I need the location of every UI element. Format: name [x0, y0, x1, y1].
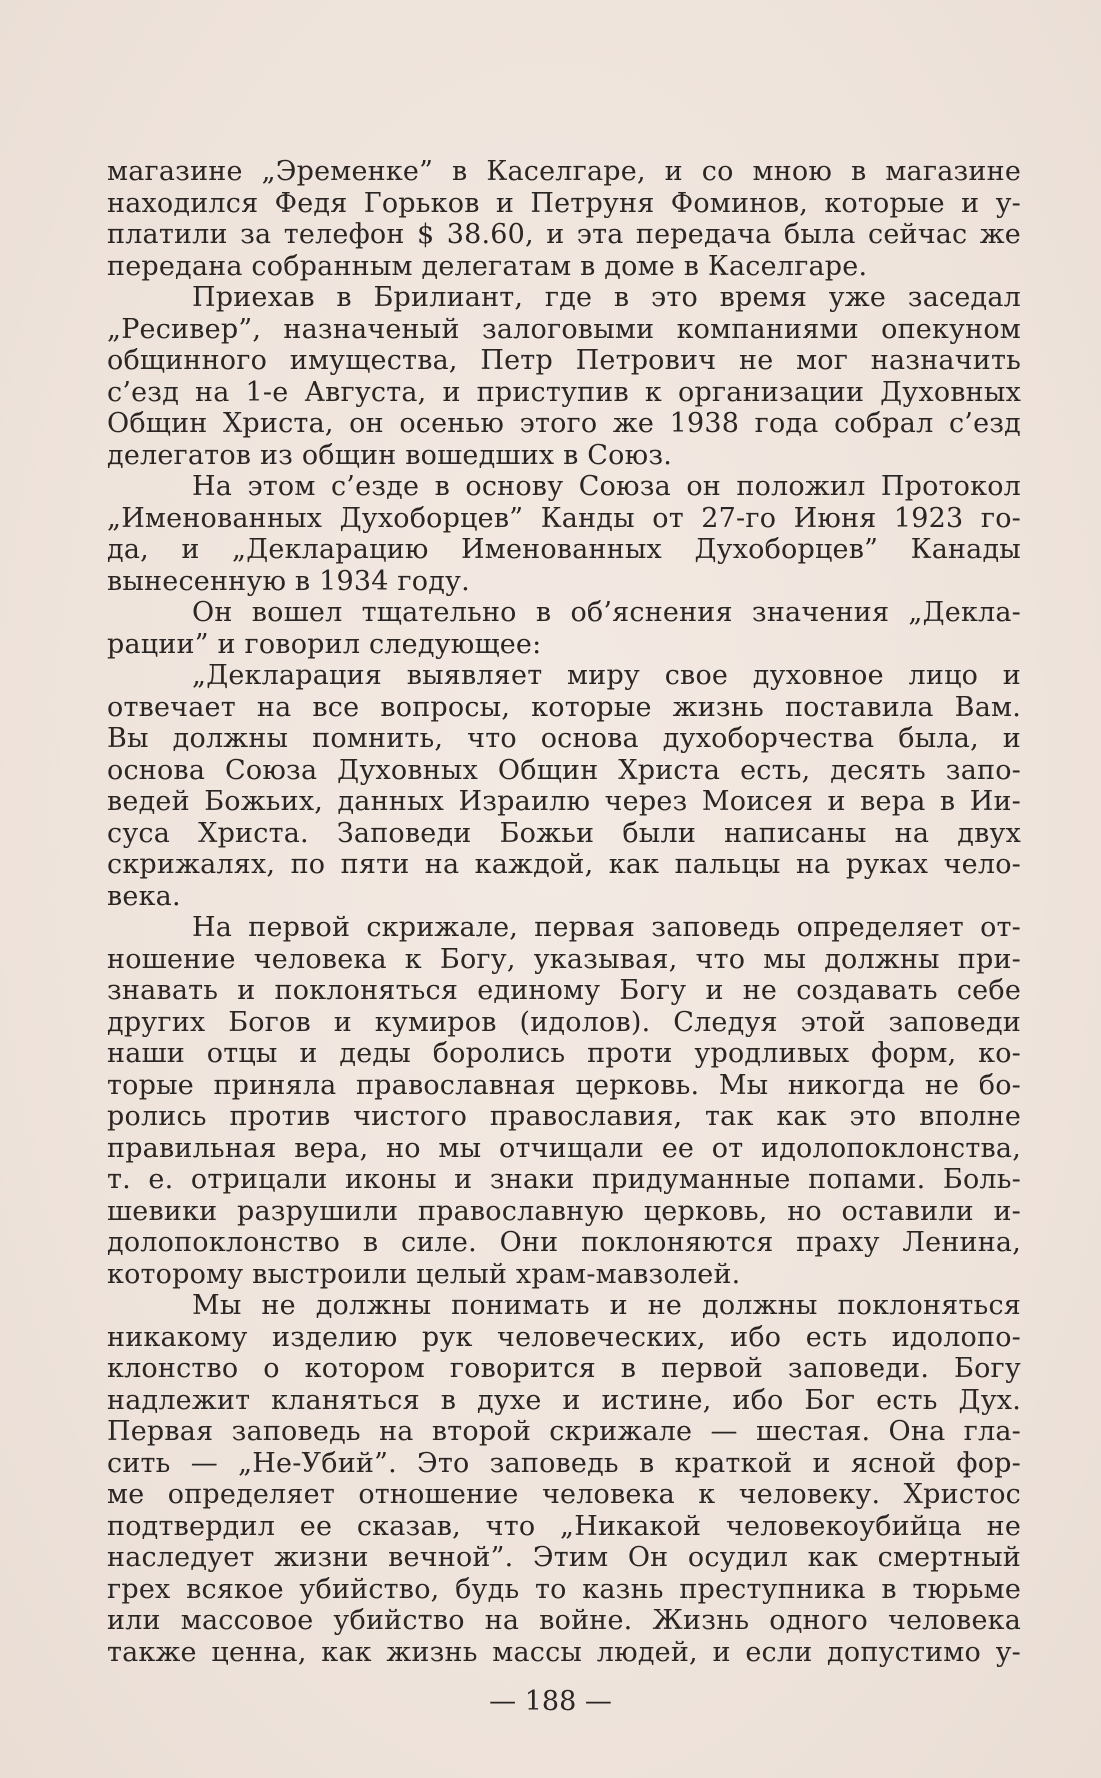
body-text: [107, 156, 1021, 1668]
text-line: На этом с’езде в основу Союза он положил Протокол: [192, 471, 1021, 502]
text-line: Приехав в Брилиант, где в это время уже заседал: [192, 282, 1021, 313]
text-line: На первой скрижале, первая заповедь определяет от-: [192, 912, 1021, 943]
text-line: клонство о котором говорится в первой заповеди. Богу: [107, 1353, 1021, 1384]
text-line: знавать и поклоняться единому Богу и не создавать себе: [107, 975, 1021, 1006]
text-line: Первая заповедь на второй скрижале — шестая. Она гла-: [107, 1416, 1021, 1447]
text-line: правильная вера, но мы отчищали ее от идолопоклонства,: [107, 1132, 1021, 1164]
text-line: других Богов и кумиров (идолов). Следуя этой заповеди: [107, 1006, 1021, 1038]
text-line: торые приняла православная церковь. Мы никогда не бо-: [107, 1069, 1021, 1101]
text-line: платили за телефон $ 38.60, и эта передача была сейчас же: [107, 219, 1021, 250]
text-line: Общин Христа, он осенью этого же 1938 года собрал с’езд: [107, 408, 1021, 439]
text-line: наши отцы и деды боролись проти уродливых форм, ко-: [107, 1038, 1021, 1069]
text-line: шевики разрушили православную церковь, но оставили и-: [107, 1195, 1021, 1227]
text-line: передана собранным делегатам в доме в Каселгаре.: [107, 250, 868, 282]
text-line: Вы должны помнить, что основа духоборчества была, и: [107, 723, 1021, 754]
text-line: также ценна, как жизнь массы людей, и если допустимо у-: [107, 1636, 1021, 1668]
text-line: т. е. отрицали иконы и знаки придуманные попами. Боль-: [107, 1164, 1021, 1195]
text-line: отвечает на все вопросы, которые жизнь поставила Вам.: [107, 691, 1021, 723]
text-line: общинного имущества, Петр Петрович не мог назначить: [107, 345, 1021, 376]
text-line: наследует жизни вечной”. Этим Он осудил как смертный: [107, 1542, 1021, 1573]
text-line: „Декларация выявляет миру свое духовное лицо и: [192, 660, 1021, 691]
text-line: да, и „Декларацию Именованных Духоборцев” Канады: [107, 534, 1021, 565]
text-line: ме определяет отношение человека к человеку. Христос: [107, 1479, 1021, 1510]
text-line: делегатов из общин вошедших в Союз.: [107, 439, 673, 471]
text-line: магазине „Эременке” в Каселгаре, и со мною в магазине: [107, 156, 1021, 187]
text-line: долопоклонство в силе. Они поклоняются праху Ленина,: [107, 1227, 1021, 1258]
text-line: ролись против чистого православия, так как это вполне: [107, 1101, 1021, 1132]
text-line: основа Союза Духовных Общин Христа есть, десять запо-: [107, 754, 1021, 786]
text-line: „Ресивер”, назначеный залоговыми компаниями опекуном: [107, 313, 1021, 345]
text-line: подтвердил ее сказав, что „Никакой человекоубийца не: [107, 1510, 1021, 1542]
text-line: ведей Божьих, данных Израилю через Моисея и вера в Ии-: [107, 786, 1021, 817]
text-line: находился Федя Горьков и Петруня Фоминов, которые и у-: [107, 187, 1021, 219]
text-line: или массовое убийство на войне. Жизнь одного человека: [107, 1605, 1021, 1636]
text-line: рации” и говорил следующее:: [107, 628, 542, 660]
text-line: суса Христа. Заповеди Божьи были написаны на двух: [107, 817, 1021, 849]
text-line: сить — „Не-Убий”. Это заповедь в краткой и ясной фор-: [107, 1447, 1021, 1479]
text-line: грех всякое убийство, будь то казнь преступника в тюрьме: [107, 1573, 1021, 1605]
text-line: вынесенную в 1934 году.: [107, 565, 470, 597]
text-line: Он вошел тщательно в об’яснения значения „Декла-: [192, 597, 1021, 628]
text-line: надлежит кланяться в духе и истине, ибо Бог есть Дух.: [107, 1384, 1021, 1416]
text-line: никакому изделию рук человеческих, ибо есть идолопо-: [107, 1321, 1021, 1353]
text-line: века.: [107, 880, 181, 912]
text-line: с’езд на 1-е Августа, и приступив к организации Духовных: [107, 376, 1021, 408]
text-line: которому выстроили целый храм-мавзолей.: [107, 1258, 741, 1290]
text-line: „Именованных Духоборцев” Канды от 27-го Июня 1923 го-: [107, 502, 1021, 534]
page-number: — 188 —: [489, 1686, 612, 1717]
text-line: ношение человека к Богу, указывая, что мы должны при-: [107, 943, 1021, 975]
text-line: Мы не должны понимать и не должны поклоняться: [192, 1290, 1021, 1321]
text-line: скрижалях, по пяти на каждой, как пальцы на руках чело-: [107, 849, 1021, 880]
